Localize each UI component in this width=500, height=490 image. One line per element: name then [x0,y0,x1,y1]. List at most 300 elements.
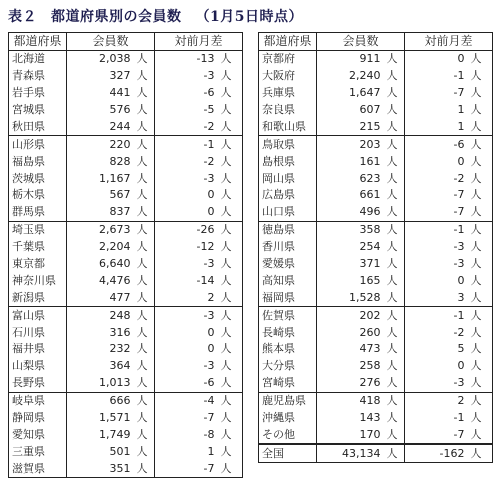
member-unit: 人 [383,341,405,358]
prefecture-name: 島根県 [259,153,317,170]
month-diff: 3 [405,289,467,306]
prefecture-name: 奈良県 [259,102,317,119]
member-unit: 人 [133,68,155,85]
member-unit: 人 [133,221,155,238]
prefecture-name: 鹿児島県 [259,392,317,409]
member-count: 567 [67,187,133,204]
total-label: 全国 [259,444,317,462]
diff-unit: 人 [467,410,493,427]
prefecture-name: 埼玉県 [9,221,67,238]
diff-unit: 人 [467,221,493,238]
member-count: 276 [317,375,383,392]
header-diff: 対前月差 [155,33,243,51]
table-row [9,443,243,460]
month-diff: -5 [155,102,217,119]
table-number: 表２ [8,9,37,25]
month-diff: -7 [405,85,467,102]
header-row [259,33,493,51]
left-table [8,32,243,478]
member-unit: 人 [383,136,405,153]
diff-unit: 人 [467,358,493,375]
member-unit: 人 [133,187,155,204]
month-diff: 0 [405,153,467,170]
member-unit: 人 [383,256,405,273]
table-row [259,102,493,119]
member-unit: 人 [383,239,405,256]
diff-unit: 人 [467,187,493,204]
prefecture-name: 広島県 [259,187,317,204]
month-diff: -12 [155,239,217,256]
member-count: 351 [67,460,133,477]
member-count: 202 [317,307,383,324]
table-row [9,426,243,443]
diff-unit: 人 [467,204,493,221]
diff-unit: 人 [217,272,243,289]
diff-unit: 人 [467,153,493,170]
table-row [259,341,493,358]
member-count: 2,673 [67,221,133,238]
member-unit: 人 [133,289,155,306]
month-diff: -1 [405,68,467,85]
table-row [9,272,243,289]
month-diff: -3 [155,256,217,273]
diff-unit: 人 [467,50,493,67]
prefecture-name: 山口県 [259,204,317,221]
diff-unit: 人 [217,153,243,170]
month-diff: -3 [405,375,467,392]
header-members: 会員数 [67,33,155,51]
table-row [9,307,243,324]
member-count: 911 [317,50,383,67]
month-diff: 0 [155,187,217,204]
table-row [259,375,493,392]
member-count: 1,167 [67,170,133,187]
prefecture-name: 青森県 [9,68,67,85]
prefecture-name: 愛知県 [9,426,67,443]
month-diff: -1 [405,307,467,324]
table-row [259,50,493,67]
table-row [259,170,493,187]
month-diff: -26 [155,221,217,238]
table-row [259,68,493,85]
table-row [9,460,243,477]
month-diff: -2 [405,170,467,187]
month-diff: 1 [155,443,217,460]
table-row [259,118,493,135]
member-count: 165 [317,272,383,289]
header-row [9,33,243,51]
member-unit: 人 [133,136,155,153]
member-count: 170 [317,426,383,444]
member-unit: 人 [133,272,155,289]
member-unit: 人 [383,375,405,392]
table-row [9,153,243,170]
member-unit: 人 [133,324,155,341]
prefecture-name: 三重県 [9,443,67,460]
member-count: 1,571 [67,410,133,427]
diff-unit: 人 [467,136,493,153]
month-diff: -6 [155,85,217,102]
month-diff: -3 [155,358,217,375]
diff-unit: 人 [217,307,243,324]
prefecture-name: 兵庫県 [259,85,317,102]
member-unit: 人 [133,102,155,119]
month-diff: -3 [155,170,217,187]
member-unit: 人 [383,118,405,135]
member-count: 576 [67,102,133,119]
total-diff: -162 [405,444,467,462]
month-diff: 0 [155,324,217,341]
member-count: 441 [67,85,133,102]
member-unit: 人 [383,153,405,170]
member-count: 232 [67,341,133,358]
month-diff: -7 [405,187,467,204]
month-diff: -7 [405,426,467,444]
month-diff: -2 [405,324,467,341]
member-count: 661 [317,187,383,204]
month-diff: -6 [405,136,467,153]
table-row [9,358,243,375]
prefecture-name: 福岡県 [259,289,317,306]
member-unit: 人 [133,375,155,392]
member-unit: 人 [383,444,405,462]
diff-unit: 人 [467,375,493,392]
member-count: 473 [317,341,383,358]
member-count: 837 [67,204,133,221]
total-members: 43,134 [317,444,383,462]
prefecture-name: 鳥取県 [259,136,317,153]
diff-unit: 人 [217,204,243,221]
table-row [259,289,493,306]
prefecture-name: 岩手県 [9,85,67,102]
header-prefecture: 都道府県 [9,33,67,51]
member-count: 215 [317,118,383,135]
prefecture-name: 沖縄県 [259,410,317,427]
diff-unit: 人 [217,136,243,153]
month-diff: -1 [405,221,467,238]
member-count: 477 [67,289,133,306]
table-row [259,153,493,170]
member-count: 1,528 [317,289,383,306]
diff-unit: 人 [467,341,493,358]
table-row [259,204,493,221]
table-row [259,307,493,324]
member-unit: 人 [133,307,155,324]
member-unit: 人 [383,204,405,221]
month-diff: 0 [405,50,467,67]
member-count: 316 [67,324,133,341]
prefecture-name: 千葉県 [9,239,67,256]
member-count: 371 [317,256,383,273]
member-unit: 人 [383,289,405,306]
month-diff: -3 [405,256,467,273]
member-unit: 人 [383,221,405,238]
table-row [9,136,243,153]
member-unit: 人 [383,272,405,289]
table-row [9,204,243,221]
member-unit: 人 [133,426,155,443]
member-count: 327 [67,68,133,85]
member-count: 260 [317,324,383,341]
member-unit: 人 [133,118,155,135]
diff-unit: 人 [217,341,243,358]
month-diff: 0 [155,204,217,221]
diff-unit: 人 [217,170,243,187]
total-row [259,444,493,462]
member-count: 258 [317,358,383,375]
prefecture-name: 滋賀県 [9,460,67,477]
table-row [259,187,493,204]
prefecture-name: その他 [259,426,317,444]
table-caption: 都道府県別の会員数 [51,9,182,25]
month-diff: -3 [405,239,467,256]
month-diff: -13 [155,50,217,67]
month-diff: -8 [155,426,217,443]
diff-unit: 人 [217,324,243,341]
member-count: 607 [317,102,383,119]
table-row [259,392,493,409]
table-row [259,410,493,427]
month-diff: -2 [155,153,217,170]
member-count: 364 [67,358,133,375]
member-unit: 人 [133,204,155,221]
prefecture-name: 長崎県 [259,324,317,341]
member-count: 143 [317,410,383,427]
prefecture-name: 熊本県 [259,341,317,358]
prefecture-name: 京都府 [259,50,317,67]
prefecture-name: 佐賀県 [259,307,317,324]
month-diff: 1 [405,102,467,119]
member-unit: 人 [383,307,405,324]
member-unit: 人 [383,170,405,187]
member-count: 244 [67,118,133,135]
diff-unit: 人 [467,170,493,187]
month-diff: 0 [155,341,217,358]
prefecture-name: 山梨県 [9,358,67,375]
month-diff: -3 [155,68,217,85]
prefecture-name: 北海道 [9,50,67,67]
table-row [9,324,243,341]
table-row [9,289,243,306]
prefecture-name: 徳島県 [259,221,317,238]
prefecture-name: 宮崎県 [259,375,317,392]
table-title [8,6,317,26]
member-count: 418 [317,392,383,409]
member-count: 358 [317,221,383,238]
diff-unit: 人 [217,256,243,273]
diff-unit: 人 [467,324,493,341]
table-row [259,221,493,238]
member-count: 501 [67,443,133,460]
table-row [259,85,493,102]
member-count: 220 [67,136,133,153]
table-row [259,256,493,273]
member-count: 496 [317,204,383,221]
diff-unit: 人 [217,239,243,256]
diff-unit: 人 [467,392,493,409]
month-diff: 0 [405,358,467,375]
member-unit: 人 [383,324,405,341]
member-unit: 人 [133,239,155,256]
month-diff: -1 [155,136,217,153]
table-row [9,239,243,256]
member-count: 623 [317,170,383,187]
diff-unit: 人 [217,460,243,477]
month-diff: 2 [405,392,467,409]
prefecture-name: 山形県 [9,136,67,153]
diff-unit: 人 [467,444,493,462]
member-count: 2,038 [67,50,133,67]
diff-unit: 人 [467,426,493,444]
table-row [9,410,243,427]
table-row [9,170,243,187]
table-row [9,221,243,238]
diff-unit: 人 [217,426,243,443]
member-unit: 人 [133,153,155,170]
member-count: 203 [317,136,383,153]
diff-unit: 人 [217,443,243,460]
right-table-body [259,50,493,462]
diff-unit: 人 [467,256,493,273]
diff-unit: 人 [217,85,243,102]
diff-unit: 人 [467,118,493,135]
diff-unit: 人 [217,410,243,427]
prefecture-name: 岡山県 [259,170,317,187]
table-row [259,136,493,153]
prefecture-name: 長野県 [9,375,67,392]
member-unit: 人 [383,426,405,444]
member-count: 828 [67,153,133,170]
member-unit: 人 [133,410,155,427]
table-row [9,392,243,409]
member-unit: 人 [383,358,405,375]
diff-unit: 人 [217,68,243,85]
prefecture-name: 高知県 [259,272,317,289]
month-diff: -1 [405,410,467,427]
prefecture-name: 静岡県 [9,410,67,427]
prefecture-name: 愛媛県 [259,256,317,273]
prefecture-name: 秋田県 [9,118,67,135]
header-members: 会員数 [317,33,405,51]
member-count: 1,749 [67,426,133,443]
table-row [259,272,493,289]
member-unit: 人 [383,102,405,119]
month-diff: -7 [155,460,217,477]
diff-unit: 人 [467,68,493,85]
prefecture-name: 新潟県 [9,289,67,306]
diff-unit: 人 [217,50,243,67]
prefecture-name: 大阪府 [259,68,317,85]
diff-unit: 人 [217,221,243,238]
prefecture-name: 茨城県 [9,170,67,187]
month-diff: -2 [155,118,217,135]
prefecture-name: 栃木県 [9,187,67,204]
member-count: 161 [317,153,383,170]
month-diff: 5 [405,341,467,358]
as-of-date: （1月5日時点） [195,9,303,25]
prefecture-name: 富山県 [9,307,67,324]
prefecture-name: 東京都 [9,256,67,273]
diff-unit: 人 [217,358,243,375]
right-table [258,32,493,463]
table-row [9,102,243,119]
member-count: 2,240 [317,68,383,85]
member-count: 1,647 [317,85,383,102]
table-row [9,118,243,135]
prefecture-name: 神奈川県 [9,272,67,289]
member-unit: 人 [133,443,155,460]
member-count: 248 [67,307,133,324]
member-unit: 人 [383,68,405,85]
header-prefecture: 都道府県 [259,33,317,51]
member-unit: 人 [383,85,405,102]
member-unit: 人 [133,170,155,187]
member-count: 2,204 [67,239,133,256]
diff-unit: 人 [467,102,493,119]
diff-unit: 人 [467,307,493,324]
table-row [9,85,243,102]
member-unit: 人 [133,460,155,477]
member-unit: 人 [133,392,155,409]
diff-unit: 人 [467,239,493,256]
diff-unit: 人 [467,289,493,306]
month-diff: 2 [155,289,217,306]
table-row [259,239,493,256]
member-unit: 人 [383,187,405,204]
diff-unit: 人 [217,375,243,392]
month-diff: -3 [155,307,217,324]
header-diff: 対前月差 [405,33,493,51]
member-count: 1,013 [67,375,133,392]
diff-unit: 人 [467,85,493,102]
member-count: 4,476 [67,272,133,289]
table-row [9,341,243,358]
table-row [9,256,243,273]
prefecture-name: 大分県 [259,358,317,375]
table-row [9,187,243,204]
member-unit: 人 [133,341,155,358]
prefecture-name: 福島県 [9,153,67,170]
member-unit: 人 [133,50,155,67]
month-diff: -7 [405,204,467,221]
member-unit: 人 [133,85,155,102]
diff-unit: 人 [217,102,243,119]
diff-unit: 人 [217,118,243,135]
prefecture-name: 石川県 [9,324,67,341]
member-unit: 人 [383,392,405,409]
member-count: 254 [317,239,383,256]
month-diff: -7 [155,410,217,427]
member-unit: 人 [383,410,405,427]
table-row [259,324,493,341]
diff-unit: 人 [217,289,243,306]
member-unit: 人 [133,256,155,273]
month-diff: -4 [155,392,217,409]
member-unit: 人 [383,50,405,67]
month-diff: 1 [405,118,467,135]
member-unit: 人 [133,358,155,375]
month-diff: 0 [405,272,467,289]
member-count: 6,640 [67,256,133,273]
table-row [9,68,243,85]
month-diff: -6 [155,375,217,392]
prefecture-name: 和歌山県 [259,118,317,135]
diff-unit: 人 [467,272,493,289]
left-table-body [9,50,243,477]
month-diff: -14 [155,272,217,289]
prefecture-name: 宮城県 [9,102,67,119]
member-count: 666 [67,392,133,409]
